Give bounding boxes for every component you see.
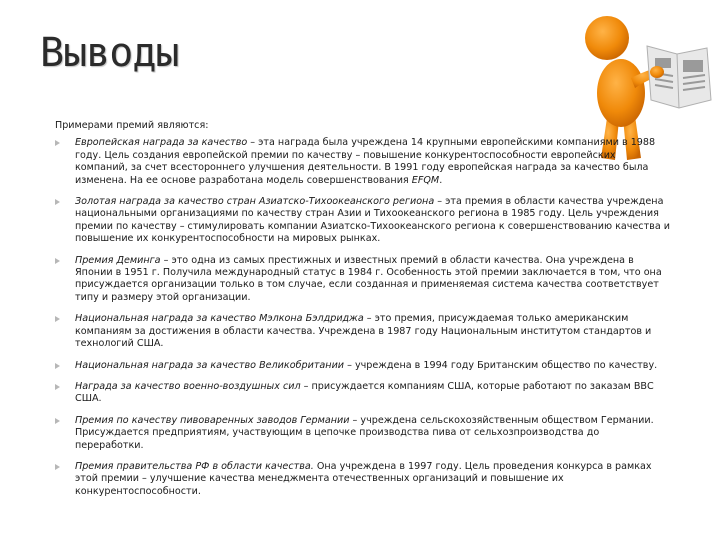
triangle-bullet-icon	[55, 418, 60, 424]
list-item	[55, 360, 670, 372]
award-description: – эта премия в области качества учреждена национальными организациями по качеству стран Азии и Тихоокеанского региона в 1985 году. Цель учреждения премии по качеству – стимулировать компании Азиатско-Тихоокеанского региона к совершенствованию качества и повышение их конкурентоспособности на мировых рынках.	[75, 196, 670, 245]
list-item	[55, 255, 670, 305]
award-name: Золотая награда за качество стран Азиатско-Тихоокеанского региона	[75, 196, 435, 208]
list-item	[55, 313, 670, 350]
triangle-bullet-icon	[55, 199, 60, 205]
award-description-end: .	[439, 174, 443, 186]
award-description: – это премия, присуждаемая только американским компаниям за достижения в области качества. Учреждена в 1987 году Национальным институтом стандартов и технологий США.	[75, 313, 652, 350]
award-model-name: EFQM	[411, 174, 440, 186]
triangle-bullet-icon	[55, 316, 60, 322]
award-name: Премия по качеству пивоваренных заводов Германии	[75, 414, 350, 426]
award-name: Национальная награда за качество Великобритании	[75, 359, 345, 371]
triangle-bullet-icon	[55, 363, 60, 369]
triangle-bullet-icon	[55, 258, 60, 264]
award-name: Европейская награда за качество	[75, 137, 248, 149]
award-description: – эта награда была учреждена 14 крупными европейскими компаниями в 1988 году. Цель создания европейской премии по качеству – повышение конкурентоспособности европейских компаний, за счет всестороннего улучшения деятельности. В 1991 году европейская награда за качество была изменена. На ее основе разработана модель совершенствования	[75, 137, 656, 186]
list-item	[55, 415, 670, 452]
intro-text: Примерами премий являются:	[55, 120, 209, 131]
award-name: Национальная награда за качество Мэлкона Бэлдриджа	[75, 313, 364, 325]
slide-title: Выводы	[40, 30, 179, 76]
award-name: Премия правительства РФ в области качества.	[75, 460, 314, 472]
triangle-bullet-icon	[55, 384, 60, 390]
awards-list	[55, 137, 670, 498]
list-item	[55, 381, 670, 406]
triangle-bullet-icon	[55, 140, 60, 146]
award-description: – присуждается компаниям США, которые работают по заказам ВВС США.	[75, 380, 654, 405]
award-name: Премия Деминга	[75, 254, 161, 266]
list-item	[55, 196, 670, 246]
award-description: – учреждена сельскохозяйственным обществом Германии. Присуждается предприятиям, участвующим в цепочке производства пива от сельхозпроизводства до переработки.	[75, 414, 654, 451]
award-name: Награда за качество военно-воздушных сил	[75, 380, 301, 392]
award-description: Она учреждена в 1997 году. Цель проведения конкурса в рамках этой премии – улучшение качества менеджмента отечественных организаций и повышение их конкурентоспособности.	[75, 460, 652, 497]
list-item	[55, 461, 670, 498]
slide-content	[55, 120, 670, 507]
triangle-bullet-icon	[55, 464, 60, 470]
award-description: – учреждена в 1994 году Британским общество по качеству.	[344, 359, 658, 371]
list-item	[55, 137, 670, 187]
award-description: – это одна из самых престижных и известных премий в области качества. Она учреждена в Японии в 1951 г. Получила международный статус в 1984 г. Особенность этой премии заключается в том, что она присуждается организации только в том случае, если созданная и применяемая система качества соответствует типу и размеру этой организации.	[75, 254, 662, 303]
